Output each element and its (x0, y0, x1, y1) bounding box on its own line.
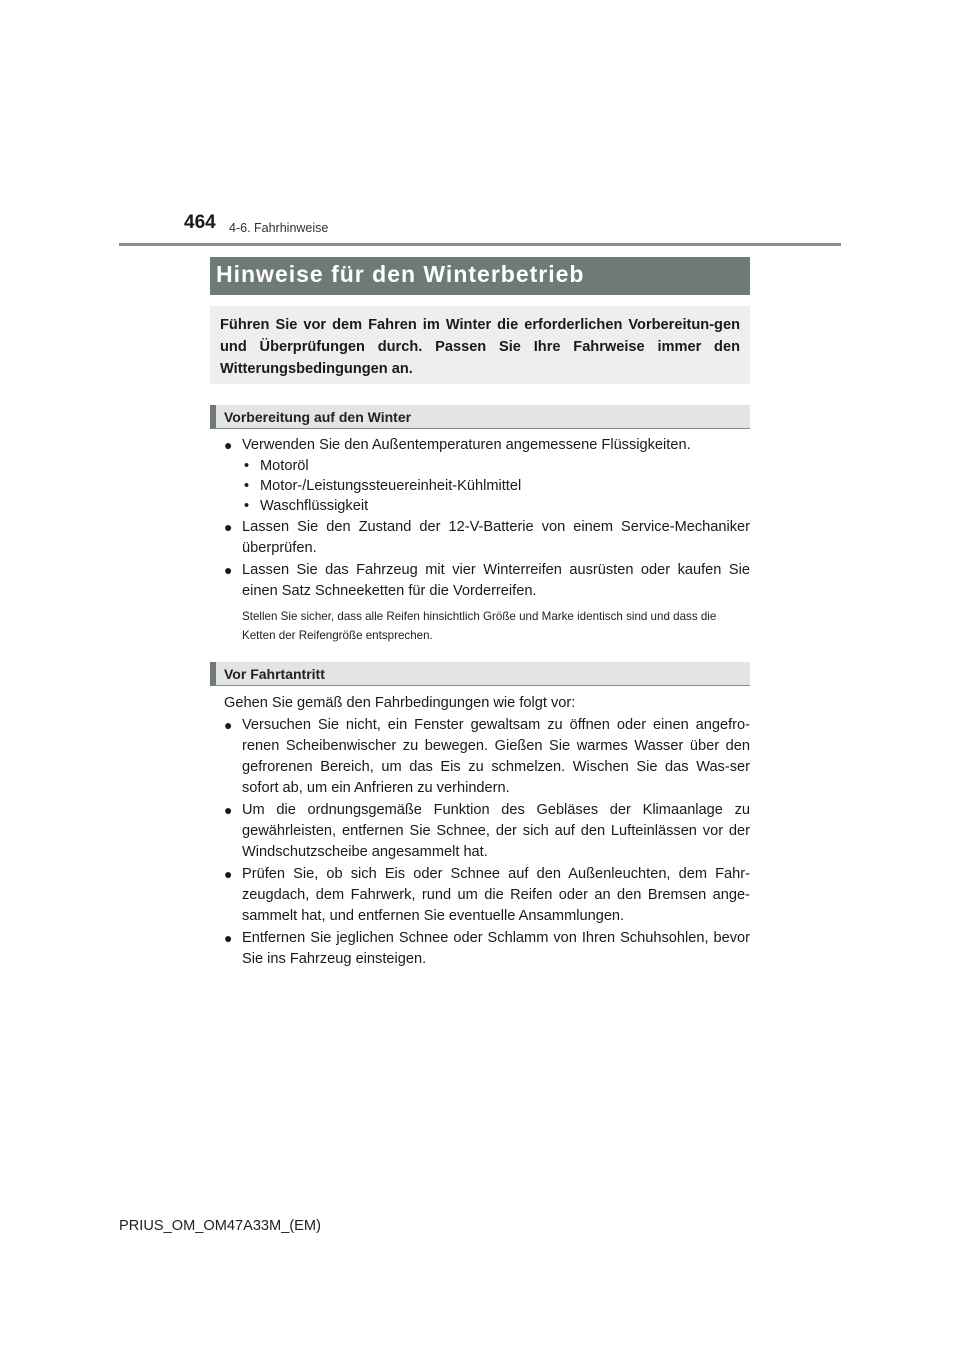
section-before-driving (210, 693, 750, 970)
list-item: ● Lassen Sie das Fahrzeug mit vier Winterreifen ausrüsten oder kaufen Sie einen Satz Schneeketten für die Vorderreifen. (224, 562, 750, 599)
section-reference: 4-6. Fahrhinweise (229, 221, 329, 235)
section-winter-prep (210, 435, 750, 645)
bullet-icon: ● (224, 866, 233, 882)
list-item: ● Versuchen Sie nicht, ein Fenster gewaltsam zu öffnen oder einen angefro-renen Scheibenwischer zu bewegen. Gießen Sie warmes Wasser über den gefrorenen Bereich, um das Eis zu schmelzen. Wischen Sie das Was-ser sofort ab, um ein Anfrieren zu verhindern. (224, 717, 750, 796)
sub-bullet-icon: • (244, 458, 250, 474)
intro-text: Führen Sie vor dem Fahren im Winter die erforderlichen Vorbereitun-gen und Überprüfungen durch. Passen Sie Ihre Fahrweise immer den Witterungsbedingungen an. (220, 317, 740, 377)
section-heading-winter-prep: Vorbereitung auf den Winter (210, 405, 750, 429)
lead-text: Gehen Sie gemäß den Fahrbedingungen wie folgt vor: (224, 695, 576, 711)
bullet-icon: ● (224, 802, 233, 818)
document-code: PRIUS_OM_OM47A33M_(EM) (119, 1218, 321, 1234)
sub-bullet-icon: • (244, 478, 250, 494)
list-item: ● Verwenden Sie den Außentemperaturen angemessene Flüssigkeiten. (210, 435, 750, 456)
header-divider (119, 243, 841, 246)
sub-bullet-icon: • (244, 498, 250, 514)
page-title: Hinweise für den Winterbetrieb (210, 257, 750, 295)
sub-list-item: • Motoröl (244, 458, 309, 474)
bullet-icon: ● (224, 562, 233, 578)
list-item: ● Prüfen Sie, ob sich Eis oder Schnee auf den Außenleuchten, dem Fahr-zeugdach, dem Fahrwerk, rund um die Reifen oder an den Bremsen ange-sammelt hat, und entfernen Sie eventuelle Ansammlungen. (224, 866, 750, 924)
bullet-icon: ● (224, 930, 233, 946)
list-item: ● Lassen Sie den Zustand der 12-V-Batterie von einem Service-Mechaniker überprüfen. (224, 519, 750, 556)
bullet-icon: ● (224, 437, 233, 453)
page-number: 464 (184, 212, 216, 233)
intro-box (210, 306, 750, 384)
sub-list-item: • Waschflüssigkeit (244, 498, 369, 514)
bullet-icon: ● (224, 519, 233, 535)
sub-list-item: • Motor-/Leistungssteuereinheit-Kühlmittel (244, 478, 522, 494)
bullet-icon: ● (224, 717, 233, 733)
list-item: ● Entfernen Sie jeglichen Schnee oder Schlamm von Ihren Schuhsohlen, bevor Sie ins Fahrzeug einsteigen. (224, 930, 750, 967)
section-heading-before-driving: Vor Fahrtantritt (210, 662, 750, 686)
note-text: Stellen Sie sicher, dass alle Reifen hinsichtlich Größe und Marke identisch sind und dass die Ketten der Reifengröße entsprechen. (242, 610, 717, 642)
list-item: ● Um die ordnungsgemäße Funktion des Gebläses der Klimaanlage zu gewährleisten, entfernen Sie Schnee, der sich auf den Lufteinlässen vor der Windschutzscheibe angesammelt hat. (224, 802, 750, 860)
